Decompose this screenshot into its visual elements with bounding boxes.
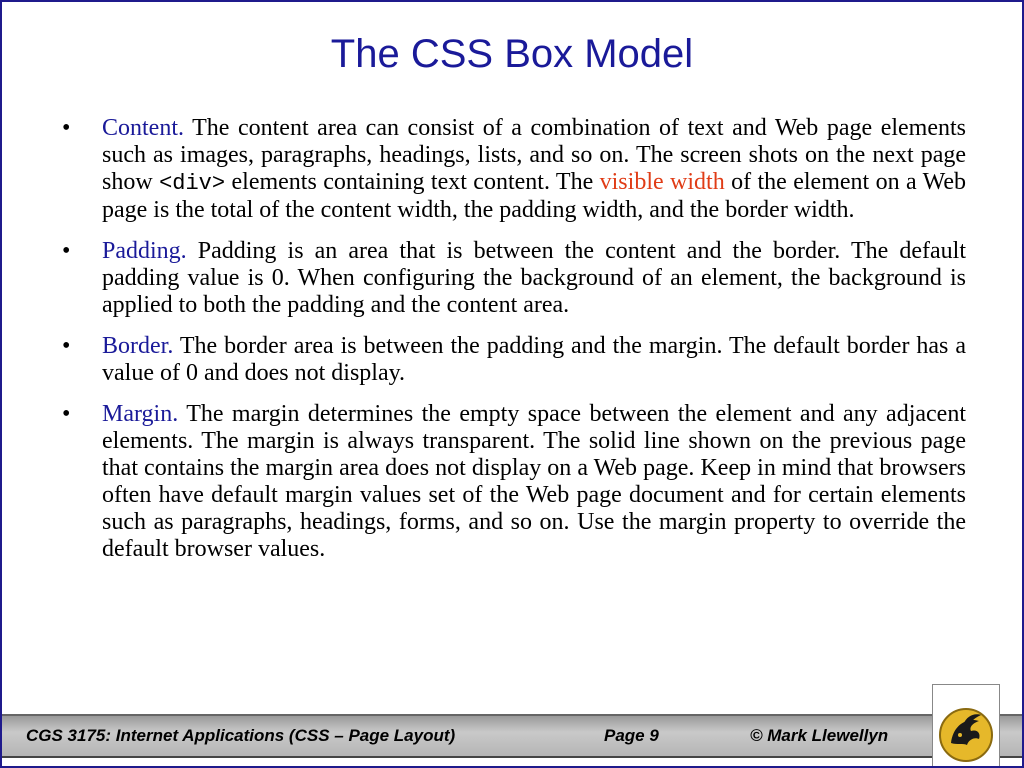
logo <box>932 684 1000 768</box>
bullet-text: of the element on a Web page is the total of the content width, the padding width, and the border width. <box>102 169 967 223</box>
bullet-dot-icon: • <box>62 238 71 264</box>
slide-title: The CSS Box Model <box>330 32 694 76</box>
bullet-term: Padding. <box>102 238 187 264</box>
footer-author: © Mark Llewellyn <box>750 726 889 745</box>
bullet-dot-icon: • <box>62 401 71 427</box>
bullet-text: elements containing text content. The <box>225 169 600 195</box>
bullet-margin <box>60 401 966 563</box>
inline-code: <div> <box>159 171 226 196</box>
bullet-dot-icon: • <box>62 333 71 359</box>
highlighted-term: visible width <box>599 169 725 195</box>
bullet-text: Padding is an area that is between the content and the border. The default padding value is 0. When configuring the background of an element, the background is applied to both the padding and the content area. <box>102 238 966 318</box>
bullet-padding <box>60 238 966 319</box>
bullet-term: Margin. <box>102 401 179 427</box>
bullet-term: Border. <box>102 333 174 359</box>
footer-course: CGS 3175: Internet Applications (CSS – Page Layout) <box>26 726 456 745</box>
footer-bar <box>2 714 1022 758</box>
bullet-text: The margin determines the empty space between the element and any adjacent elements. The margin is always transparent. The solid line shown on the previous page that contains the margin area does not display on a Web page. Keep in mind that browsers often have default margin values set of the Web page document and for certain elements such as paragraphs, headings, forms, and so on. Use the margin property to override the default browser values. <box>102 401 966 562</box>
footer-page-number: Page 9 <box>604 726 659 745</box>
bullet-text: The content area can consist of a combination of text and Web page elements such as images, paragraphs, headings, lists, and so on. The screen shots on the next page show <box>102 115 966 195</box>
pegasus-logo-icon <box>933 685 999 768</box>
bullet-text: The border area is between the padding and the margin. The default border has a value of 0 and does not display. <box>102 333 966 386</box>
bullet-content <box>60 115 966 224</box>
bullet-border <box>60 333 966 387</box>
bullet-dot-icon: • <box>62 115 71 141</box>
bullet-term: Content. <box>102 115 184 141</box>
bullet-list <box>60 115 966 577</box>
